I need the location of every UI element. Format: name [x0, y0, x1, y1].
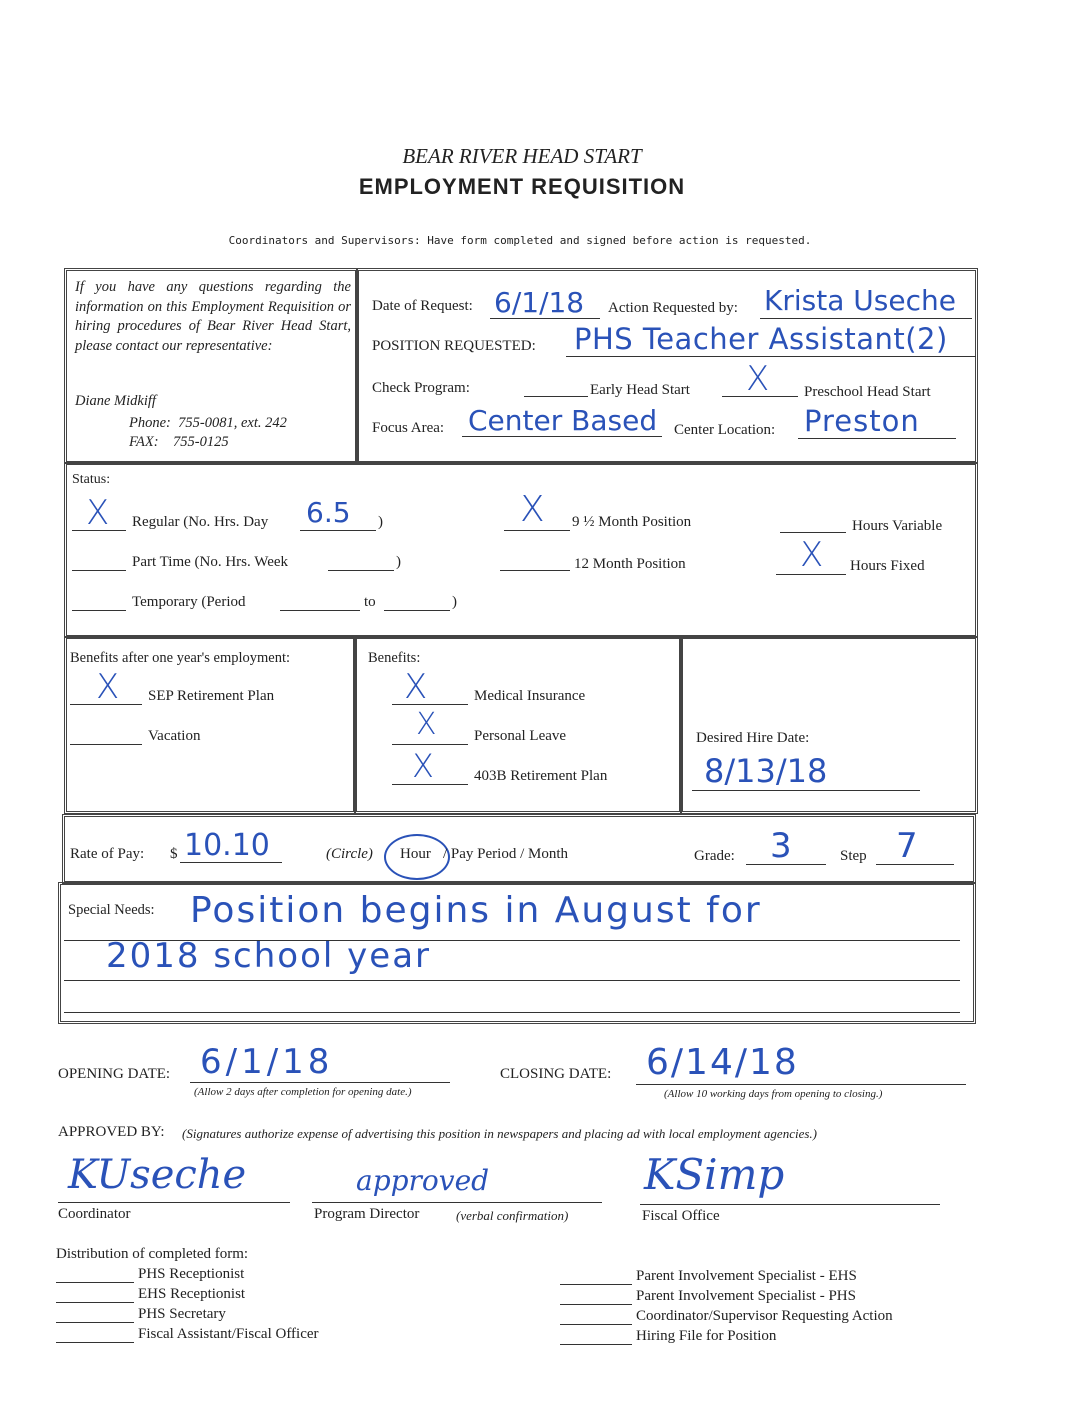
distribution-left-item: Fiscal Assistant/Fiscal Officer [138, 1326, 319, 1342]
rate-of-pay-label: Rate of Pay: [70, 846, 145, 862]
retire403-label: 403B Retirement Plan [474, 768, 608, 784]
coordinator-signature[interactable]: KUseche [68, 1152, 247, 1198]
contact-text: If you have any questions regarding the information on this Employment Requisition or hiring procedures of Bear River Head Start, please contact our representative: [75, 279, 351, 354]
director-note: (verbal confirmation) [456, 1208, 569, 1223]
approved-by-note: (Signatures authorize expense of advertising this position in newspapers and placing ad with local employment agencies.) [182, 1126, 817, 1141]
opening-date-value[interactable]: 6/1/18 [200, 1042, 334, 1082]
rate-of-pay-value[interactable]: 10.10 [184, 828, 270, 863]
temporary-label: Temporary (Period [132, 594, 246, 610]
approved-by-label: APPROVED BY: [58, 1124, 165, 1140]
dollar-sign: $ [170, 846, 178, 862]
step-value[interactable]: 7 [896, 826, 918, 866]
org-name: BEAR RIVER HEAD START [402, 144, 642, 168]
fiscal-signature[interactable]: KSimp [644, 1150, 785, 1199]
focus-area-label: Focus Area: [372, 420, 445, 436]
check-program-label: Check Program: [372, 380, 470, 396]
date-of-request-label: Date of Request: [372, 298, 473, 314]
medical-check[interactable]: X [404, 667, 428, 707]
early-head-start-label: Early Head Start [590, 382, 690, 398]
coordinator-label: Coordinator [58, 1206, 131, 1222]
center-location-label: Center Location: [674, 422, 776, 438]
hours-variable-label: Hours Variable [852, 518, 943, 534]
retire403-check[interactable]: X [412, 747, 434, 785]
focus-area-value[interactable]: Center Based [468, 404, 658, 437]
benefits-label: Benefits: [368, 650, 421, 666]
distribution-left-item: PHS Receptionist [138, 1266, 245, 1282]
distribution-right-item: Parent Involvement Specialist - EHS [636, 1268, 857, 1284]
temporary-close-paren: ) [452, 594, 457, 610]
preschool-head-start-check[interactable]: X [746, 359, 770, 399]
closing-date-value[interactable]: 6/14/18 [646, 1042, 799, 1083]
to-label: to [364, 594, 376, 610]
opening-date-note: (Allow 2 days after completion for opening date.) [194, 1086, 412, 1098]
closing-date-label: CLOSING DATE: [500, 1066, 612, 1082]
hour-option[interactable]: Hour [400, 846, 431, 862]
vacation-label: Vacation [148, 728, 201, 744]
contact-fax: FAX: 755-0125 [129, 434, 229, 450]
regular-check[interactable]: X [86, 493, 110, 533]
personal-leave-check[interactable]: X [416, 707, 437, 742]
hire-date-label: Desired Hire Date: [696, 730, 810, 746]
status-label: Status: [72, 472, 111, 487]
pay-period-month-options[interactable]: / Pay Period / Month [443, 846, 569, 862]
contact-name: Diane Midkiff [75, 393, 156, 409]
special-needs-label: Special Needs: [68, 902, 155, 918]
grade-label: Grade: [694, 848, 735, 864]
contact-phone: Phone: 755-0081, ext. 242 [129, 415, 287, 431]
special-needs-line1[interactable]: Position begins in August for [190, 890, 762, 931]
distribution-label: Distribution of completed form: [56, 1246, 249, 1262]
action-requested-label: Action Requested by: [608, 300, 738, 316]
distribution-right-item: Hiring File for Position [636, 1328, 777, 1344]
hours-fixed-check[interactable]: X [800, 535, 824, 575]
twelve-month-label: 12 Month Position [574, 556, 686, 572]
preschool-head-start-label: Preschool Head Start [804, 384, 931, 400]
form-title: EMPLOYMENT REQUISITION [358, 174, 686, 199]
fiscal-label: Fiscal Office [642, 1208, 720, 1224]
action-requested-value[interactable]: Krista Useche [764, 284, 956, 317]
personal-leave-label: Personal Leave [474, 728, 567, 744]
distribution-right-item: Parent Involvement Specialist - PHS [636, 1288, 856, 1304]
nine-month-label: 9 ½ Month Position [572, 514, 692, 530]
part-time-close-paren: ) [396, 554, 401, 570]
distribution-right-item: Coordinator/Supervisor Requesting Action [636, 1308, 893, 1324]
date-of-request-value[interactable]: 6/1/18 [494, 286, 585, 319]
circle-label: (Circle) [326, 846, 373, 862]
closing-date-note: (Allow 10 working days from opening to closing.) [664, 1088, 883, 1100]
hire-date-value[interactable]: 8/13/18 [704, 752, 828, 790]
director-signature[interactable]: approved [356, 1164, 490, 1197]
grade-value[interactable]: 3 [770, 826, 792, 866]
position-requested-label: POSITION REQUESTED: [372, 338, 536, 354]
hours-fixed-label: Hours Fixed [850, 558, 925, 574]
nine-month-check[interactable]: X [520, 489, 545, 530]
sep-check[interactable]: X [96, 667, 120, 707]
medical-label: Medical Insurance [474, 688, 586, 704]
regular-label: Regular (No. Hrs. Day [132, 514, 269, 530]
step-label: Step [840, 848, 867, 864]
director-label: Program Director [314, 1206, 420, 1222]
regular-close-paren: ) [378, 514, 383, 530]
regular-hours-value[interactable]: 6.5 [306, 496, 351, 529]
instruction-note: Coordinators and Supervisors: Have form completed and signed before action is requested. [228, 234, 812, 247]
opening-date-label: OPENING DATE: [58, 1066, 171, 1082]
distribution-left-item: EHS Receptionist [138, 1286, 246, 1302]
benefits-after-label: Benefits after one year's employment: [70, 650, 291, 666]
sep-label: SEP Retirement Plan [148, 688, 275, 704]
part-time-label: Part Time (No. Hrs. Week [132, 554, 289, 570]
position-requested-value[interactable]: PHS Teacher Assistant(2) [574, 322, 948, 356]
special-needs-line2[interactable]: 2018 school year [106, 936, 432, 976]
center-location-value[interactable]: Preston [804, 404, 920, 438]
distribution-left-item: PHS Secretary [138, 1306, 226, 1322]
